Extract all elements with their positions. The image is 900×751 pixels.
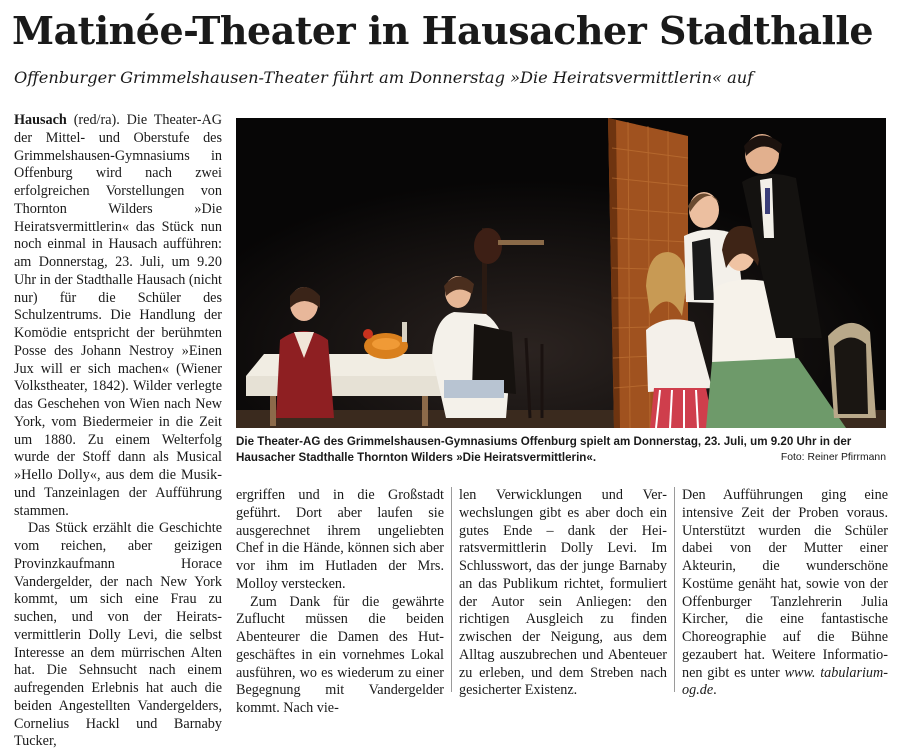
paragraph-end: . xyxy=(713,682,717,699)
dateline: Hausach xyxy=(14,112,67,128)
photo-caption: Die Theater-AG des Grimmelshausen-Gymnasiums Offenburg spielt am Donnerstag, 23. Juli, um 9.20 Uhr in der Hausacher Stadthalle Thornton Wilders »Die Heiratsvermittlerin«. xyxy=(236,435,852,464)
article-column-2 xyxy=(236,487,444,718)
theater-photo xyxy=(236,118,886,428)
column-divider xyxy=(451,487,452,692)
headline: Matinée-Theater in Hausacher Stadthalle xyxy=(12,8,874,53)
wicker-chair xyxy=(828,323,876,418)
website-link[interactable]: www. tabularium-og.de xyxy=(682,664,888,699)
column-divider xyxy=(674,487,675,692)
paragraph xyxy=(14,112,222,520)
photo-credit: Foto: Reiner Pfirrmann xyxy=(780,452,886,463)
article-column-1 xyxy=(14,112,222,751)
article-column-3 xyxy=(459,487,667,700)
photo-caption-block xyxy=(236,434,886,466)
stage-scene-image xyxy=(236,118,886,428)
subheadline: Offenburger Grimmelshausen-Theater führt am Donnerstag »Die Heiratsvermittlerin« auf xyxy=(14,68,754,87)
paragraph: Zum Dank für die gewährte Zuflucht müssen die beiden Abenteurer die Damen des Hutgeschäftes in ein vornehmes Lokal ausführen, wo es wiederum zu einer Begegnung mit Vandergelder kommt. Nach vie- xyxy=(236,593,444,716)
article-column-4 xyxy=(682,487,888,700)
paragraph-text: (red/ra). Die Theater-AG der Mittel- und Oberstufe des Grimmelshausen-Gymnasiums in Offenburg wird nach zwei erfolgreichen Vorstellungen von Thornton Wilders »Die Heiratsvermittlerin« das Stück nun noch einmal in Hausach aufführen: am Donnerstag, 23. Juli, um 9.20 Uhr in der Stadthalle Hausach (nicht nur) für die Schüler des Schulzentrums. Die Handlung der Komödie entspricht der berühmten Posse des Johann Nestroy »Einen Jux will er sich machen« (Wiener Volkstheater, 1842). Wilder verlegte das Geschehen von Wien nach New York, vom Biedermeier in die Zeit um 1880. Zu einem Welterfolg wurde der Stoff dann als Musical »Hello Dolly«, aus dem die Musik- und Tanzeinlagen der Aufführung stammen. xyxy=(14,112,222,519)
paragraph: len Verwicklungen und Verwechslungen gibt es aber doch ein gutes Ende – dank der Heiratsvermittlerin Dolly Levi. Im Schlusswort, das der junge Barnaby an das Publikum richtet, formuliert der Autor sein Anliegen: den richtigen Ausgleich zu finden zwischen der Neigung, aus dem Alltag auszubrechen und Abenteuer zu erleben, und dem Streben nach gesicherter Existenz. xyxy=(459,487,667,699)
paragraph xyxy=(682,487,888,700)
paragraph-text: Den Aufführungen ging eine intensive Zeit der Proben voraus. Unterstützt wurden die Schüler dabei von der Mutter einer Akteurin, die wunderschöne Kostüme genäht hat, sowie von der Offenburger Tanzlehrerin Julia Kircher, die eine fantastische Choreographie auf die Bühne gezaubert hat. Weitere Informationen gibt es unter xyxy=(682,487,888,681)
paragraph: Das Stück erzählt die Geschichte vom reichen, aber geizigen Provinzkaufmann Horace Vandergelder, der nach New York kommt, um sich eine Frau zu suchen, und von der Heiratsvermittlerin Dolly Levi, die selbst Interesse an dem mürrischen Alten hat. Die Sehnsucht nach einem aufregenden Erlebnis hat auch die beiden Angestellten Vandergelders, Cornelius Hackl und Barnaby Tucker, xyxy=(14,520,222,750)
paragraph: ergriffen und in die Großstadt geführt. Dort aber laufen sie ausgerechnet ihrem ungeliebten Chef in die Hände, können sich aber vor ihm im Hutladen der Mrs. Molloy verstecken. xyxy=(236,487,444,592)
